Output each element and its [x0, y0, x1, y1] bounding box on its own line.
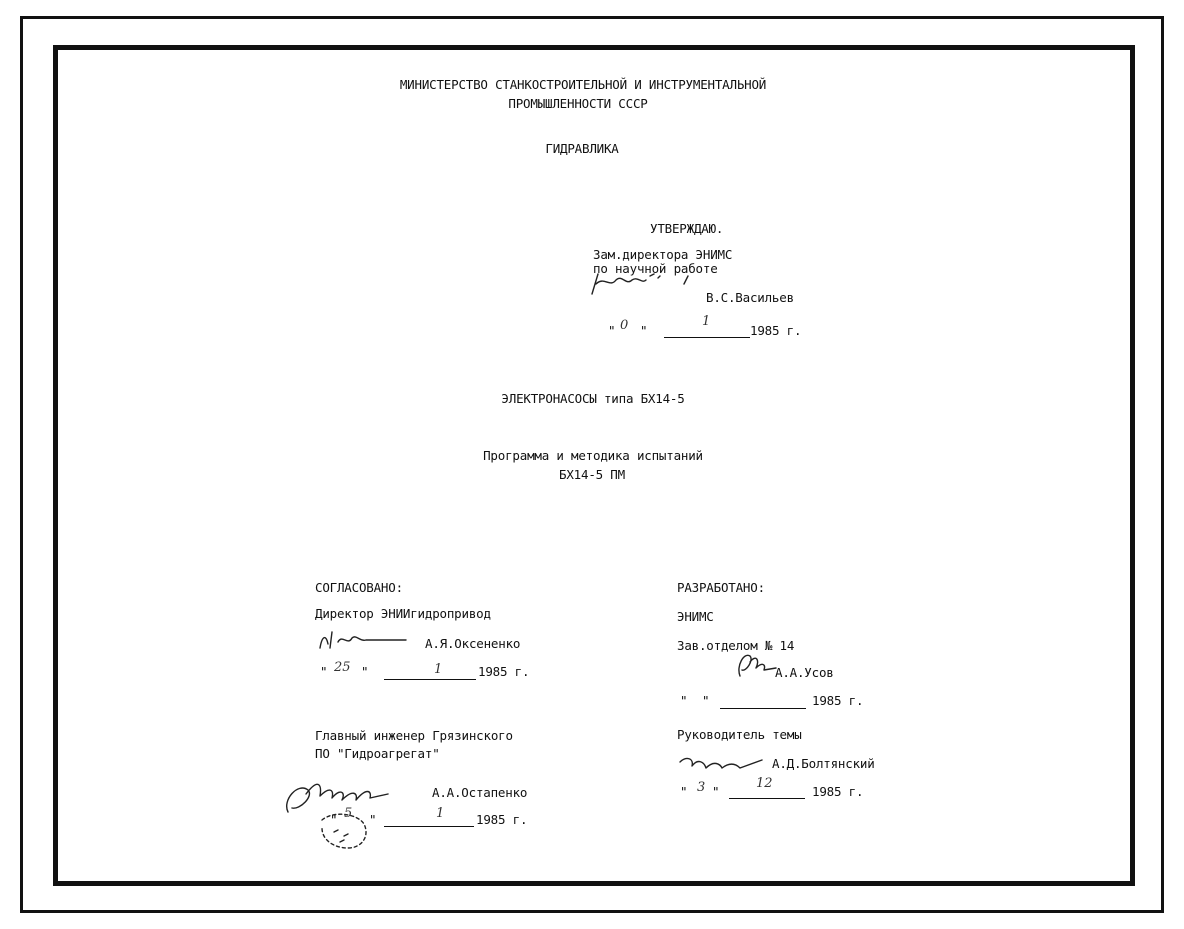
- developed-lead-date-day: 3: [697, 780, 706, 795]
- approval-date-open: ": [608, 323, 616, 338]
- agreed-org2-date-line: [384, 826, 474, 827]
- agreed-org2-name: А.А.Остапенко: [432, 785, 528, 800]
- developed-lead-name: А.Д.Болтянский: [772, 756, 875, 771]
- developed-lead-date-mid: ": [712, 784, 720, 799]
- developed-lead-date-open: ": [680, 784, 688, 799]
- agreed-heading: СОГЛАСОВАНО:: [315, 580, 403, 595]
- approval-date-day: 0: [620, 318, 629, 333]
- developed-head-date-year: 1985 г.: [812, 693, 864, 708]
- agreed-org2-date-mid: ": [369, 812, 377, 827]
- agreed-org2-date-year: 1985 г.: [476, 812, 528, 827]
- developed-head-name: А.А.Усов: [775, 665, 834, 680]
- agreed-org2-position-2: ПО "Гидроагрегат": [315, 746, 440, 761]
- developed-head-date-line: [720, 708, 806, 709]
- developed-head-date-open: ": [680, 693, 688, 708]
- agreed-org1-date-month: 1: [434, 662, 443, 677]
- agreed-org1-date-year: 1985 г.: [478, 664, 530, 679]
- section-title: ГИДРАВЛИКА: [545, 141, 619, 156]
- approval-date-mid: ": [640, 323, 648, 338]
- developed-lead-position: Руководитель темы: [677, 727, 802, 742]
- developed-head-position: Зав.отделом № 14: [677, 638, 795, 653]
- developed-lead-date-year: 1985 г.: [812, 784, 864, 799]
- developed-org: ЭНИМС: [677, 609, 714, 624]
- agreed-org2-date-open: ": [330, 812, 338, 827]
- approval-position-1: Зам.директора ЭНИМС: [593, 247, 733, 262]
- doc-title: Программа и методика испытаний: [483, 448, 703, 463]
- doc-code: БХ14-5 ПМ: [559, 467, 625, 482]
- developed-head-date-mid: ": [702, 693, 710, 708]
- developed-lead-date-month: 12: [756, 776, 773, 791]
- agreed-org1-date-line: [384, 679, 476, 680]
- developed-lead-signature: [676, 752, 768, 774]
- developed-lead-date-line: [729, 798, 805, 799]
- developed-heading: РАЗРАБОТАНО:: [677, 580, 765, 595]
- approval-name: В.С.Васильев: [706, 290, 794, 305]
- agreed-org1-signature: [316, 628, 426, 652]
- agreed-org1-name: А.Я.Оксененко: [425, 636, 521, 651]
- approval-date-month: 1: [702, 314, 711, 329]
- approval-heading: УТВЕРЖДАЮ.: [650, 221, 724, 236]
- approval-date-year: 1985 г.: [750, 323, 802, 338]
- agreed-org1-date-open: ": [320, 664, 328, 679]
- approval-position-2: по научной работе: [593, 261, 718, 276]
- agreed-org2-position-1: Главный инженер Грязинского: [315, 728, 513, 743]
- agreed-org1-date-day: 25: [334, 660, 351, 675]
- agreed-org2-date-month: 1: [436, 806, 445, 821]
- ministry-line-1: МИНИСТЕРСТВО СТАНКОСТРОИТЕЛЬНОЙ И ИНСТРУМЕНТАЛЬНОЙ: [399, 77, 767, 92]
- agreed-org1-position: Директор ЭНИИгидропривод: [315, 606, 491, 621]
- agreed-org1-date-mid: ": [361, 664, 369, 679]
- approval-date-line: [664, 337, 750, 338]
- inner-frame: [53, 45, 1135, 886]
- product-title: ЭЛЕКТРОНАСОСЫ типа БХ14-5: [501, 391, 685, 406]
- agreed-org2-signature-stamp: [278, 760, 438, 850]
- agreed-org2-date-day: 5: [344, 806, 353, 821]
- ministry-line-2: ПРОМЫШЛЕННОСТИ СССР: [508, 96, 648, 111]
- approval-signature: [588, 268, 708, 298]
